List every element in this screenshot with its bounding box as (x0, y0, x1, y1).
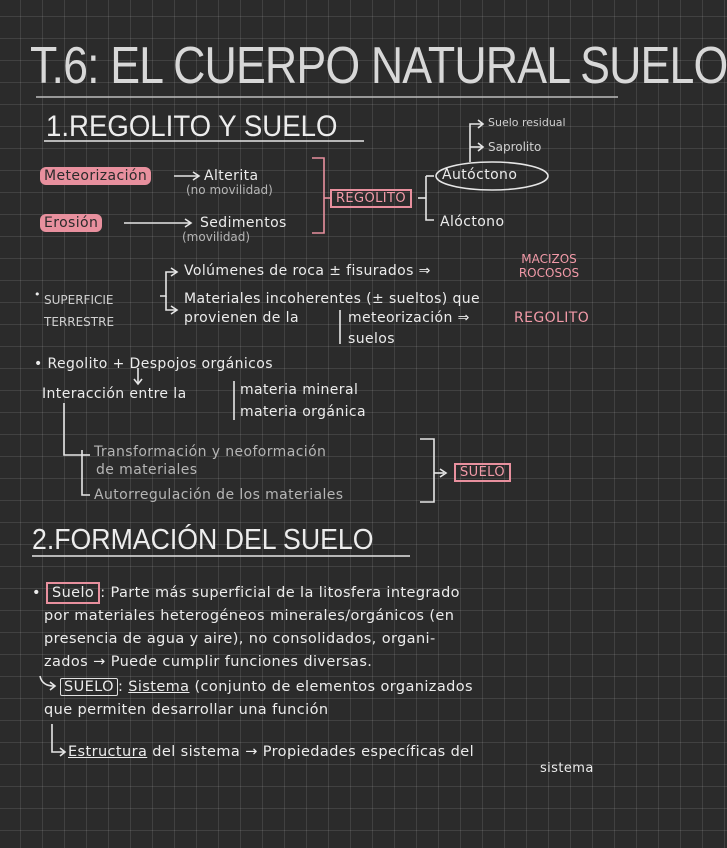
sedimentos-label: Sedimentos (200, 215, 287, 231)
regolito-box: REGOLITO (330, 189, 412, 208)
estructura-line: Estructura del sistema → Propiedades específicas del (68, 744, 474, 760)
suelo-definition-line3: presencia de agua y aire), no consolidados, organi- (44, 631, 436, 647)
suelos-text: suelos (348, 331, 395, 347)
sistema-end-text: sistema (540, 761, 594, 776)
autorregulacion-text: Autorregulación de los materiales (94, 487, 344, 503)
meteorizacion2-text: meteorización ⇒ (348, 310, 470, 326)
page-title: T.6: EL CUERPO NATURAL SUELO (30, 37, 727, 95)
suelo-definition-line4: zados → Puede cumplir funciones diversas. (44, 654, 373, 670)
superficie-terrestre-label: SUPERFICIE TERRESTRE (44, 293, 115, 329)
regolito2-text: REGOLITO (514, 310, 590, 326)
sistema-line1: SUELO : Sistema (conjunto de elementos organizados (60, 680, 473, 695)
materiales-incoherentes-text: Materiales incoherentes (± sueltos) que (184, 291, 481, 307)
macizos-rocosos-label: MACIZOS ROCOSOS (518, 252, 580, 280)
saprolito-label: Saprolito (488, 140, 542, 154)
section1-heading: 1.REGOLITO Y SUELO (46, 110, 338, 143)
bullet-dot: • (34, 288, 41, 301)
transformacion-text: Transformación y neoformación (94, 444, 327, 460)
suelo-residual-label: Suelo residual (488, 116, 566, 129)
section2-heading: 2.FORMACIÓN DEL SUELO (32, 524, 374, 556)
interaccion-text: Interacción entre la (42, 386, 187, 402)
no-movilidad-note: (no movilidad) (186, 183, 273, 197)
erosion-label: Erosión (40, 216, 102, 230)
movilidad-note: (movilidad) (182, 230, 251, 244)
provienen-text: provienen de la (184, 310, 299, 326)
alterita-label: Alterita (204, 168, 259, 184)
regolito-despojos-text: • Regolito + Despojos orgánicos (34, 356, 273, 372)
sistema-line2: que permiten desarrollar una función (44, 702, 329, 718)
materia-mineral-text: materia mineral (240, 382, 359, 398)
meteorizacion-label: Meteorización (40, 169, 151, 183)
autoctono-label: Autóctono (442, 167, 518, 183)
suelo-definition-line1: • Suelo : Parte más superficial de la litosfera integrado (32, 586, 460, 601)
suelo-definition-line2: por materiales heterogéneos minerales/orgánicos (en (44, 608, 455, 624)
aloctono-label: Alóctono (440, 214, 505, 230)
suelo-box: SUELO (454, 463, 511, 482)
de-materiales-text: de materiales (96, 462, 198, 478)
materia-organica-text: materia orgánica (240, 404, 366, 420)
volumenes-text: Volúmenes de roca ± fisurados ⇒ (184, 263, 431, 279)
